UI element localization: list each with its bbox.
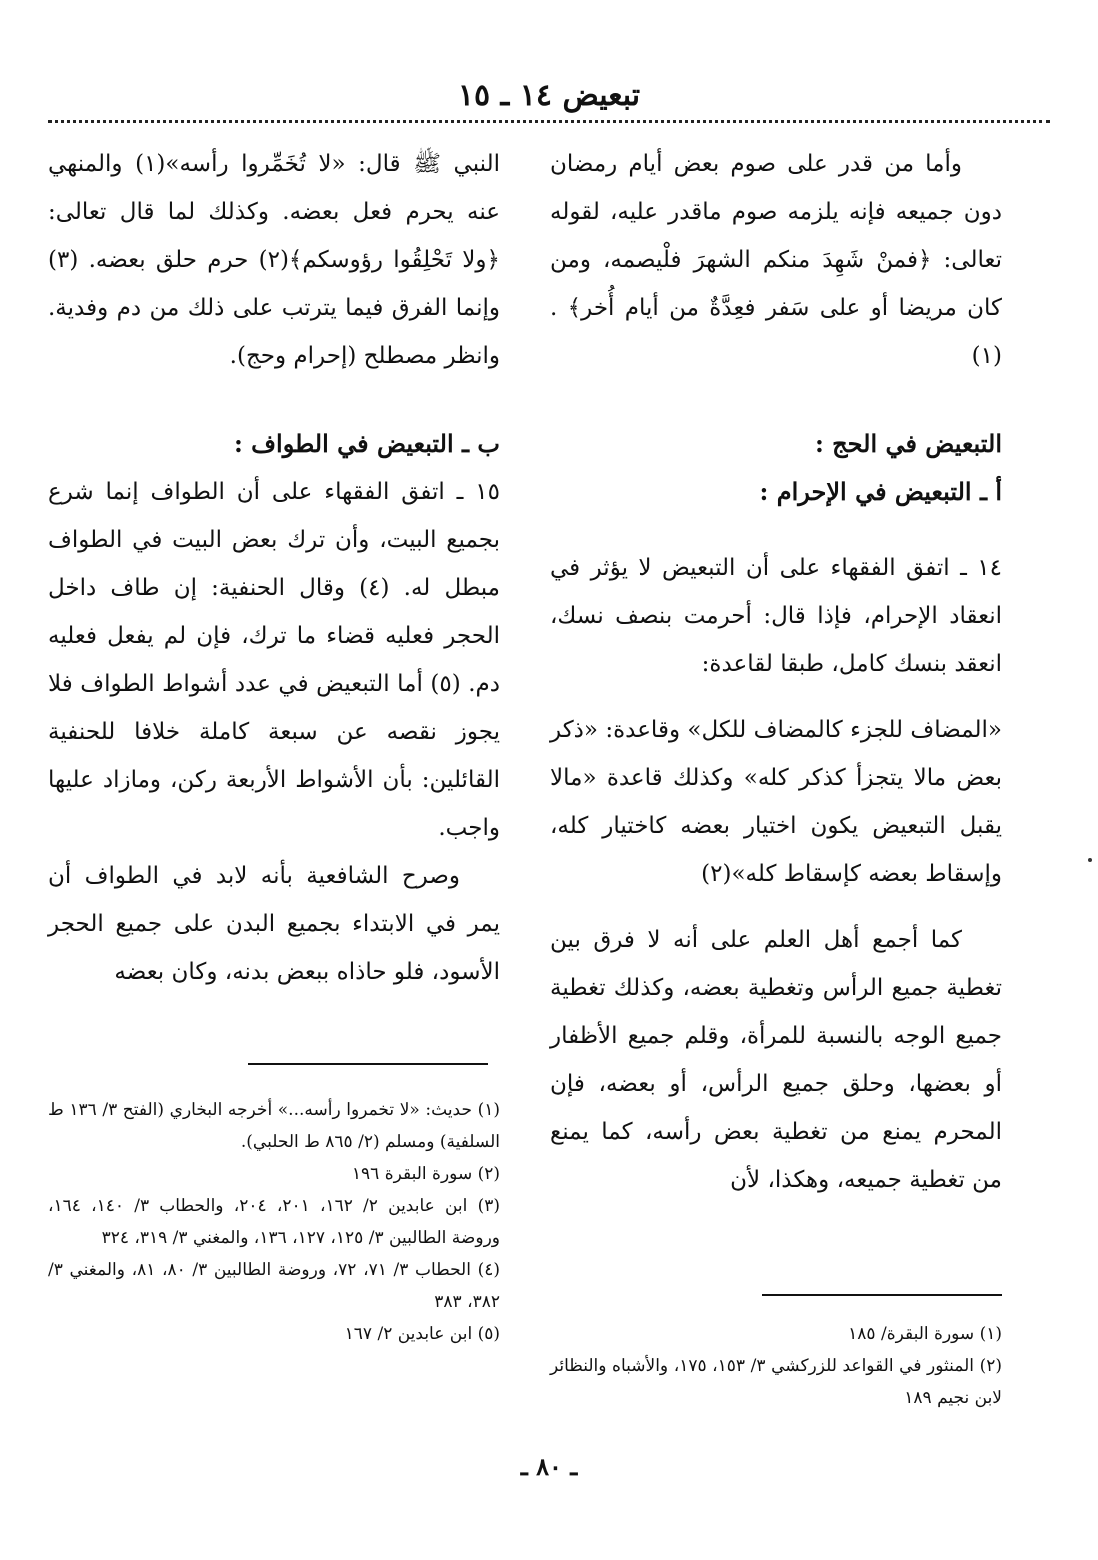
section-heading-hajj: التبعيض في الحج : (814, 429, 1002, 458)
footnote: (١) حديث: «لا تخمروا رأسه...» أخرجه البخاري (الفتح ٣/ ١٣٦ ط السلفية) ومسلم (٢/ ٨٦٥ ط الحلبي). (48, 1100, 500, 1152)
right-column (550, 140, 1002, 1204)
paragraph-consensus: كما أجمع أهل العلم على أنه لا فرق بين تغطية جميع الرأس وتغطية بعضه، وكذلك تغطية جميع الوجه بالنسبة للمرأة، وقلم جميع الأظفار أو بعضها، وحلق جميع الرأس، أو بعضه، فإن المحرم يمنع من تغطية بعض رأسه، كما يمنع من تغطية جميعه، وهكذا، لأن (550, 927, 1002, 1193)
footnote-divider-right (762, 1294, 1002, 1296)
stray-mark (1088, 858, 1092, 862)
paragraph-rules: «المضاف للجزء كالمضاف للكل» وقاعدة: «ذكر بعض مالا يتجزأ كذكر كله» وكذلك قاعدة «مالا يقبل التبعيض يكون اختيار بعضه كاختيار كله، وإسقاط بعضه كإسقاط كله»(٢) (550, 717, 1002, 887)
footnote-divider-left (248, 1063, 488, 1065)
page-number: ـ ٨٠ ـ (520, 1452, 578, 1481)
paragraph-fasting: وأما من قدر على صوم بعض أيام رمضان دون جميعه فإنه يلزمه صوم ماقدر عليه، لقوله تعالى: ﴿فمنْ شَهِدَ منكم الشهرَ فلْيصمه، ومن كان مريضا أو على سَفر فعِدَّةٌ من أيام أُخر﴾ . (١) (550, 151, 1002, 369)
paragraph-shafii: وصرح الشافعية بأنه لابد في الطواف أن يمر في الابتداء بجميع البدن على جميع الحجر الأسود، فلو حاذاه ببعض بدنه، وكان بعضه (48, 863, 500, 985)
subsection-heading-tawaf: ب ـ التبعيض في الطواف : (233, 429, 500, 458)
paragraph-14: ١٤ ـ اتفق الفقهاء على أن التبعيض لا يؤثر في انعقاد الإحرام، فإذا قال: أحرمت بنصف نسك، انعقد بنسك كامل، طبقا لقاعدة: (550, 555, 1002, 677)
footnotes-left (48, 1094, 500, 1350)
footnote: (٣) ابن عابدين ٢/ ١٦٢، ٢٠١، ٢٠٤، والحطاب ٣/ ١٤٠، ١٦٤، وروضة الطالبين ٣/ ١٢٥، ١٢٧، ١٣٦، والمغني ٣/ ٣١٩، ٣٢٤ (48, 1196, 501, 1248)
header-dotted-rule (48, 120, 1050, 123)
footnote: (٢) سورة البقرة ١٩٦ (351, 1164, 500, 1184)
subsection-heading-ihram: أ ـ التبعيض في الإحرام : (759, 477, 1002, 506)
footnote: (٢) المنثور في القواعد للزركشي ٣/ ١٥٣، ١٧٥، والأشباه والنظائر لابن نجيم ١٨٩ (550, 1356, 1002, 1408)
running-header: تبعيض ١٤ ـ ١٥ (457, 78, 641, 113)
footnotes-right (550, 1318, 1002, 1414)
left-column (48, 140, 500, 996)
paragraph-continuation: النبي ﷺ قال: «لا تُخَمِّروا رأسه»(١) والمنهي عنه يحرم فعل بعضه. وكذلك لما قال تعالى: ﴿ولا تَحْلِقُوا رؤوسكم﴾(٢) حرم حلق بعضه. (٣) وإنما الفرق فيما يترتب على ذلك من دم وفدية. وانظر مصطلح (إحرام وحج). (48, 151, 500, 369)
footnote: (٤) الحطاب ٣/ ٧١، ٧٢، وروضة الطالبين ٣/ ٨٠، ٨١، والمغني ٣/ ٣٨٢، ٣٨٣ (48, 1260, 500, 1312)
footnote: (١) سورة البقرة/ ١٨٥ (848, 1324, 1002, 1344)
footnote: (٥) ابن عابدين ٢/ ١٦٧ (344, 1324, 500, 1344)
paragraph-15: ١٥ ـ اتفق الفقهاء على أن الطواف إنما شرع بجميع البيت، وأن ترك بعض البيت في الطواف مبطل له. (٤) وقال الحنفية: إن طاف داخل الحجر فعليه قضاء ما ترك، فإن لم يفعل فعليه دم. (٥) أما التبعيض في عدد أشواط الطواف فلا يجوز نقصه عن سبعة كاملة خلافا للحنفية القائلين: بأن الأشواط الأربعة ركن، ومازاد عليها واجب. (48, 479, 500, 841)
